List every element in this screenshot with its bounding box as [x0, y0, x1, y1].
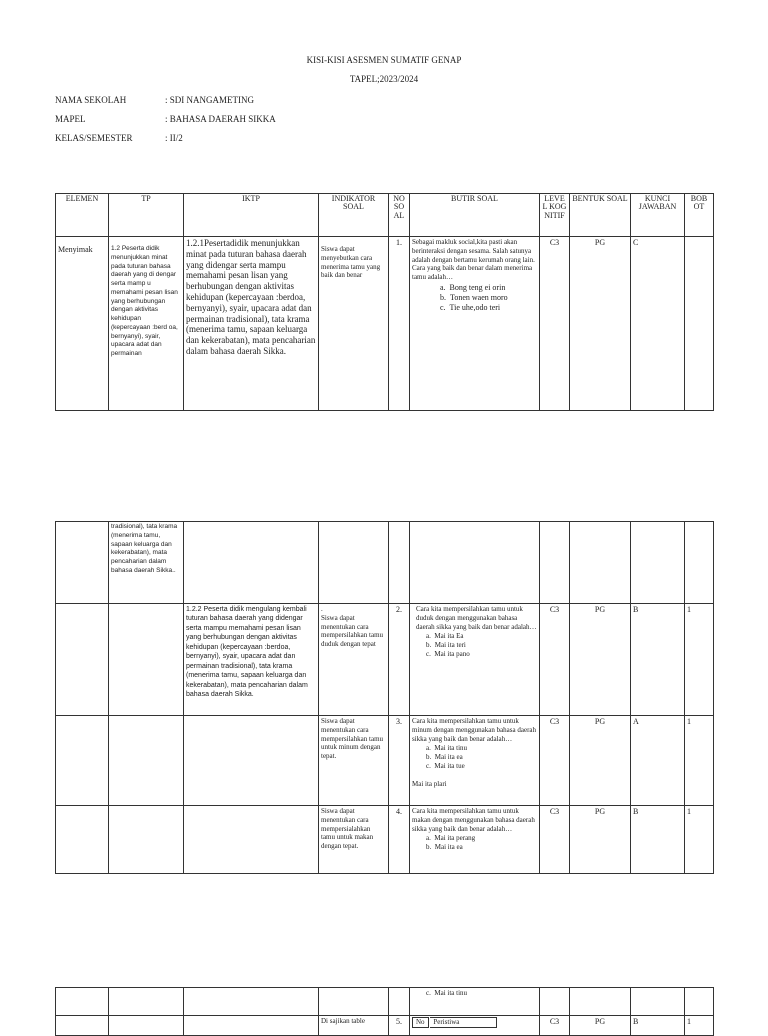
table-row — [56, 988, 714, 1016]
cell-kunci: A — [631, 716, 685, 806]
option-c: c. Mai ita tue — [426, 761, 465, 770]
col-no-soal: NO SO AL — [389, 194, 410, 237]
cell-kunci: B — [631, 806, 685, 874]
cell-elemen — [56, 1016, 109, 1036]
inner-table-label: Peristiwa — [430, 1017, 497, 1028]
cell-kunci — [631, 522, 685, 604]
cell-iktp: 1.2.2 Peserta didik mengulang kembali tuturan bahasa daerah yang didengar serta mampu memahami pesan lisan yang berhubungan dengan aktivitas kehidupan (kepercayaan :berdoa, bernyanyi), syair, upacara adat dan permainan tradisional), tata krama (menerima tamu, sapaan keluarga dan kekerabatan), mata pencaharian dalam bahasa daerah Sikka. — [184, 604, 319, 716]
cell-bobot: 1 — [685, 716, 714, 806]
option-b: b. Mai ita teri — [426, 641, 466, 649]
question-text: Cara kita mempersilahkan tamu untuk makan dengan menggunakan bahasa daerah sikka yang baik dan benar adalah… — [412, 807, 535, 833]
cell-bobot: 1 — [685, 806, 714, 874]
cell-indikator: Siswa dapat menentukan cara mempersialahkan tamu untuk makan dengan tepat. — [319, 806, 389, 874]
school-label: NAMA SEKOLAH — [55, 95, 127, 105]
option-a: a. Mai ita perang — [426, 834, 476, 843]
cell-level — [540, 522, 570, 604]
question-text: Cara kita mempersilahkan tamu untuk minum dengan menggunakan bahasa daerah sikka yang baik dan benar adalah… — [412, 717, 537, 743]
cell-bobot: 1 — [685, 1016, 714, 1036]
cell-butir-soal — [410, 604, 540, 716]
cell-no: 5. — [389, 1016, 410, 1036]
cell-tp — [109, 806, 184, 874]
cell-level: C3 — [540, 806, 570, 874]
cell-elemen — [56, 604, 109, 716]
cell-level: C3 — [540, 604, 570, 716]
table-row — [56, 1016, 714, 1036]
table-row — [56, 716, 714, 806]
table-row — [56, 604, 714, 716]
table-header-row — [56, 194, 714, 237]
option-a: a. Mai ita Ea — [426, 632, 464, 641]
cell-no: 4. — [389, 806, 410, 874]
document-title: KISI-KISI ASESMEN SUMATIF GENAP — [306, 55, 462, 65]
cell-kunci: B — [631, 604, 685, 716]
grid-table-page2 — [55, 521, 714, 874]
option-list — [426, 744, 537, 770]
cell-level: C3 — [540, 716, 570, 806]
option-list — [440, 283, 537, 313]
col-tp: TP — [109, 194, 184, 237]
option-c: c. Mai ita pano — [426, 649, 470, 658]
school-info — [55, 95, 254, 105]
cell-bobot — [685, 988, 714, 1016]
col-bobot: BOB OT — [685, 194, 714, 237]
cell-elemen: Menyimak — [56, 237, 109, 411]
option-b: b. Mai ita ea — [426, 753, 463, 761]
cell-iktp — [184, 716, 319, 806]
option-a: a. Bong teng ei orin — [440, 282, 506, 292]
subject-info — [55, 114, 276, 124]
cell-bentuk: PG — [570, 237, 631, 411]
option-c: c. Mai ita tinu — [426, 989, 468, 997]
indikator-text: Siswa dapat menentukan cara mempersilahkan tamu duduk dengan tepat — [321, 613, 384, 648]
table-row — [56, 806, 714, 874]
cell-tp: 1.2 Peserta didik menunjukkan minat pada tuturan bahasa daerah yang di dengar serta mamp u memahami pesan lisan yang berhubungan dengan aktivitas kehidupan (kepercayaan :berd oa, bernyanyi), syair, upacara adat dan permainan — [109, 237, 184, 411]
cell-butir-soal — [410, 988, 540, 1016]
cell-level: C3 — [540, 1016, 570, 1036]
cell-level: C3 — [540, 237, 570, 411]
cell-tp-continued: tradisional), tata krama (menerima tamu, sapaan keluarga dan kekerabatan), mata pencaharian dalam bahasa daerah Sikka.. — [109, 522, 184, 604]
grid-table-page3 — [55, 987, 714, 1036]
table-row — [56, 237, 714, 411]
col-level: LEVE L KOG NITIF — [540, 194, 570, 237]
cell-iktp: 1.2.1Pesertadidik menunjukkan minat pada tuturan bahasa daerah yang didengar serta mampu memahami pesan lisan yang berhubungan dengan aktivitas kehidupan (kepercayaan :berdoa, bernyanyi), syair, upacara adat dan permainan tradisional), tata krama (menerima tamu, sapaan keluarga dan kekerabatan), mata pencaharian dalam bahasa daerah Sikka. — [184, 237, 319, 411]
question-text: Cara kita mempersilahkan tamu untuk duduk dengan menggunakan bahasa daerah sikka yang baik dan benar adalah… — [416, 605, 537, 631]
subject-label: MAPEL — [55, 114, 86, 124]
grid-table-page1 — [55, 193, 714, 411]
cell-indikator: Siswa dapat menentukan cara mempersilahkan tamu untuk minum dengan tepat. — [319, 716, 389, 806]
cell-no — [389, 522, 410, 604]
school-value: : SDI NANGAMETING — [165, 95, 254, 105]
cell-indikator: Siswa dapat menyebutkan cara menerima tamu yang baik dan benar — [319, 237, 389, 411]
cell-bobot: 1 — [685, 604, 714, 716]
cell-bentuk: PG — [570, 806, 631, 874]
extra-option-text: Mai ita plari — [412, 779, 447, 788]
option-b: b. Mai ita ea — [426, 843, 463, 851]
cell-elemen — [56, 988, 109, 1016]
option-c: c. Tie uhe,odo teri — [440, 302, 501, 312]
academic-year: TAPEL;2023/2024 — [349, 74, 419, 84]
cell-bentuk — [570, 988, 631, 1016]
cell-no — [389, 988, 410, 1016]
cell-iktp — [184, 1016, 319, 1036]
cell-kunci: B — [631, 1016, 685, 1036]
cell-kunci: C — [631, 237, 685, 411]
cell-butir-soal — [410, 716, 540, 806]
cell-indikator — [319, 522, 389, 604]
cell-butir-soal — [410, 1016, 540, 1036]
cell-bentuk: PG — [570, 604, 631, 716]
col-indikator: INDIKATOR SOAL — [319, 194, 389, 237]
cell-iktp — [184, 806, 319, 874]
question-text: Sebagai makluk social,kita pasti akan berinteraksi dengan sesama. Salah satunya adalah dengan bertamu kerumah orang lain. Cara yang baik dan benar dalam menerima tamu adalah… — [412, 238, 535, 281]
cell-butir-soal — [410, 522, 540, 604]
option-list — [426, 632, 537, 658]
cell-indikator: Di sajikan table — [319, 1016, 389, 1036]
option-a: a. Mai ita tinu — [426, 744, 468, 753]
cell-butir-soal — [410, 237, 540, 411]
cell-indikator — [319, 988, 389, 1016]
cell-iktp — [184, 988, 319, 1016]
subject-value: : BAHASA DAERAH SIKKA — [165, 114, 276, 124]
cell-tp — [109, 1016, 184, 1036]
cell-butir-soal — [410, 806, 540, 874]
option-b: b. Tonen waen moro — [440, 292, 508, 302]
cell-elemen — [56, 806, 109, 874]
indikator-dot: . — [321, 605, 323, 613]
cell-bobot — [685, 522, 714, 604]
cell-bentuk: PG — [570, 1016, 631, 1036]
cell-indikator — [319, 604, 389, 716]
cell-tp — [109, 604, 184, 716]
cell-elemen — [56, 716, 109, 806]
cell-elemen — [56, 522, 109, 604]
cell-iktp — [184, 522, 319, 604]
inner-table-no: No — [412, 1017, 429, 1028]
cell-bentuk — [570, 522, 631, 604]
cell-tp — [109, 716, 184, 806]
class-info — [55, 133, 183, 143]
col-kunci: KUNCI JAWABAN — [631, 194, 685, 237]
col-elemen: ELEMEN — [56, 194, 109, 237]
col-iktp: IKTP — [184, 194, 319, 237]
col-butir-soal: BUTIR SOAL — [410, 194, 540, 237]
cell-level — [540, 988, 570, 1016]
cell-tp — [109, 988, 184, 1016]
class-value: : II/2 — [165, 133, 183, 143]
table-row — [56, 522, 714, 604]
cell-kunci — [631, 988, 685, 1016]
option-list — [426, 834, 537, 852]
cell-no: 1. — [389, 237, 410, 411]
cell-no: 3. — [389, 716, 410, 806]
cell-no: 2. — [389, 604, 410, 716]
cell-bobot — [685, 237, 714, 411]
class-label: KELAS/SEMESTER — [55, 133, 133, 143]
cell-bentuk: PG — [570, 716, 631, 806]
col-bentuk: BENTUK SOAL — [570, 194, 631, 237]
